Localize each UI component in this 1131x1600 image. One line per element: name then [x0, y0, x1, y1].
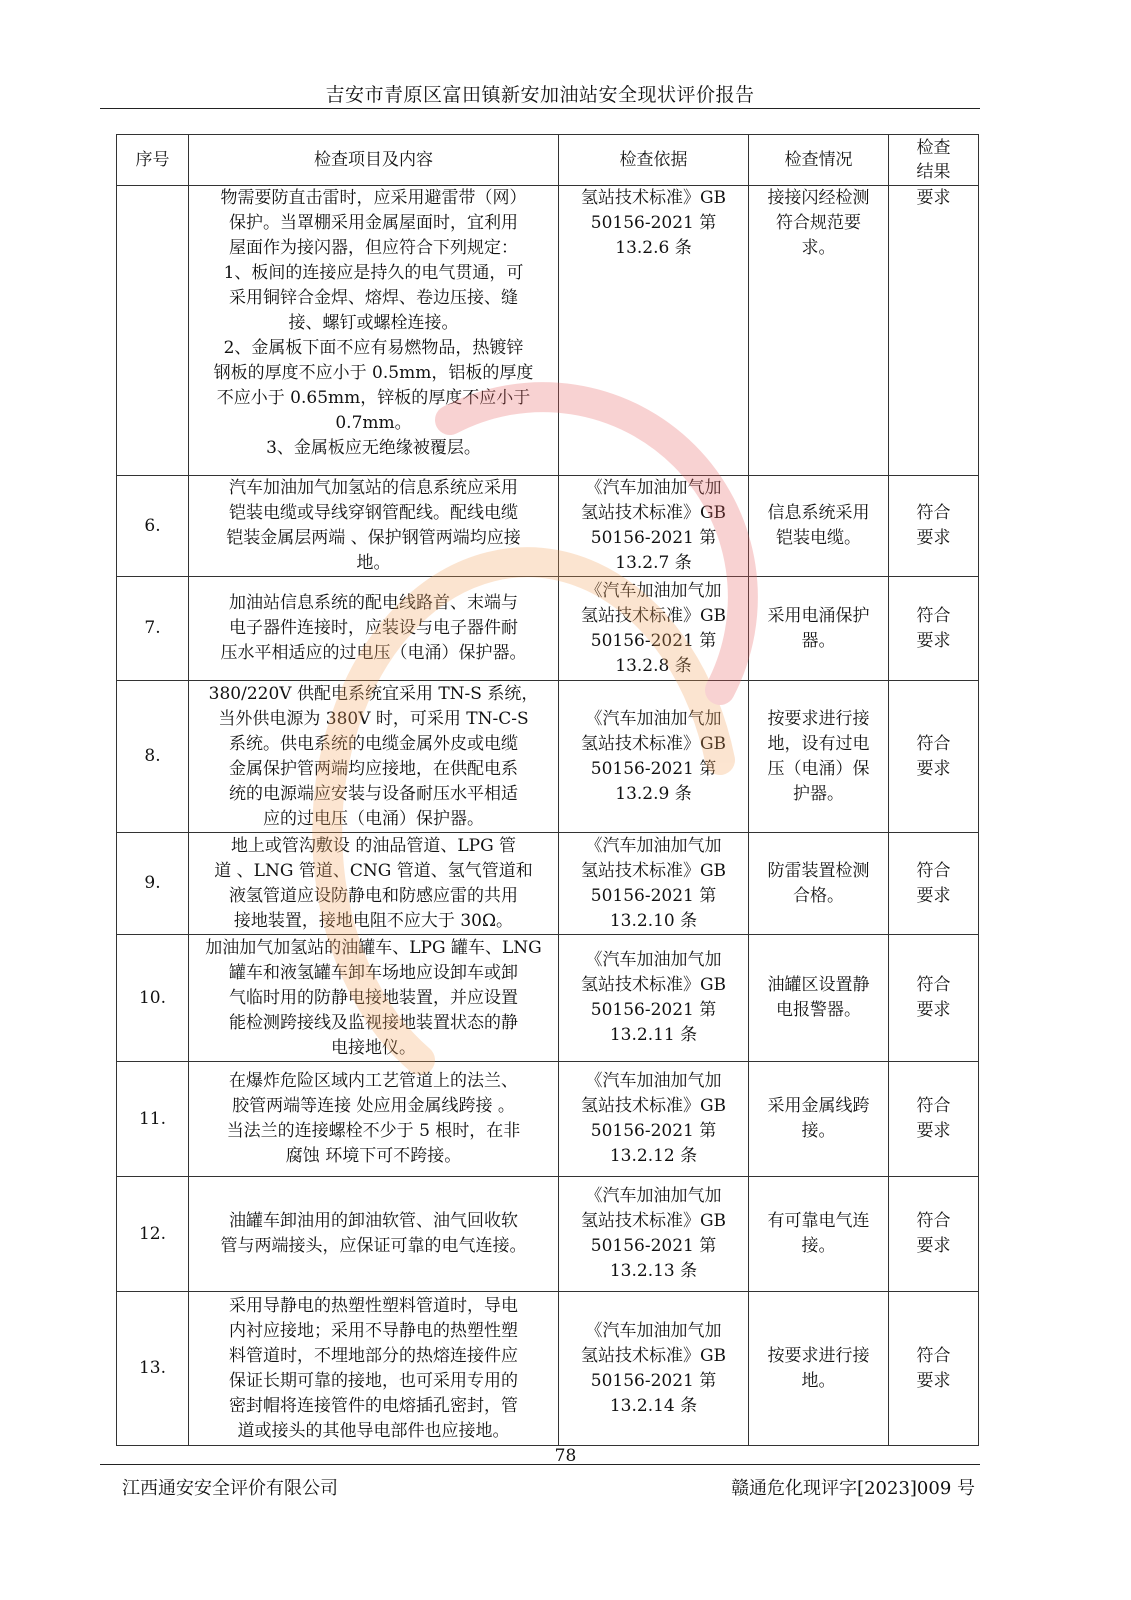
- cell-content-line: 铠装金属层两端 、保护钢管两端均应接: [226, 528, 521, 548]
- cell-result: [889, 681, 979, 833]
- cell-basis-line: 13.2.6 条: [615, 238, 692, 258]
- cell-result-line: 要求: [916, 758, 951, 779]
- cell-result: [889, 935, 979, 1062]
- cell-content-line: 3、金属板应无绝缘被覆层。: [266, 438, 481, 458]
- cell-basis-line: 13.2.10 条: [609, 910, 698, 931]
- cell-result: [889, 1292, 979, 1446]
- cell-content-line: 气临时用的防静电接地装置，并应设置: [229, 987, 518, 1008]
- cell-status-line: 采用电涌保护: [767, 605, 870, 626]
- table-header-row: [117, 135, 979, 186]
- cell-basis: [559, 1177, 749, 1292]
- page-header-title: 吉安市青原区富田镇新安加油站安全现状评价报告: [325, 84, 755, 106]
- inspection-table: [116, 134, 979, 1446]
- cell-content-line: 接、螺钉或螺栓连接。: [288, 313, 459, 333]
- cell-result-line: 要求: [916, 188, 951, 208]
- cell-result-line: 符合: [916, 860, 951, 881]
- cell-basis: [559, 476, 749, 577]
- column-header-content: 检查项目及内容: [189, 135, 559, 186]
- cell-content-line: 加油站信息系统的配电线路首、末端与: [229, 593, 518, 613]
- footer-doc-number: 赣通危化现评字[2023]009 号: [731, 1478, 975, 1499]
- cell-basis-line: 《汽车加油加气加: [585, 1320, 722, 1341]
- cell-content: [189, 1177, 559, 1292]
- cell-status-line: 求。: [801, 238, 836, 258]
- cell-result-line: 要求: [916, 1370, 951, 1391]
- cell-basis-line: 氢站技术标准》GB: [580, 503, 727, 523]
- cell-status-line: 接。: [801, 1121, 836, 1141]
- cell-status-line: 压（电涌）保: [767, 758, 870, 779]
- cell-result: [889, 577, 979, 681]
- cell-content-line: 道或接头的其他导电部件也应接地。: [237, 1420, 510, 1441]
- cell-basis-line: 13.2.7 条: [615, 553, 692, 573]
- cell-basis-line: 氢站技术标准》GB: [580, 188, 727, 208]
- cell-status: [749, 833, 889, 935]
- cell-status: [749, 935, 889, 1062]
- cell-basis-line: 《汽车加油加气加: [585, 950, 722, 970]
- cell-result-line: 符合: [916, 733, 951, 754]
- cell-status: [749, 681, 889, 833]
- cell-status: [749, 577, 889, 681]
- cell-basis-line: 50156-2021 第: [590, 528, 717, 548]
- cell-status-line: 电报警器。: [776, 1000, 861, 1020]
- cell-status-line: 防雷装置检测: [767, 860, 870, 881]
- cell-content-line: 保护。当罩棚采用金属屋面时，宜利用: [229, 213, 518, 233]
- cell-number: 8.: [117, 681, 189, 833]
- cell-result-line: 要求: [916, 1121, 951, 1141]
- column-header-result-text: [895, 136, 972, 184]
- cell-result: [889, 833, 979, 935]
- cell-result-line: 要求: [916, 630, 951, 651]
- cell-content-line: 应的过电压（电涌）保护器。: [263, 808, 484, 829]
- cell-result-line: 符合: [916, 975, 951, 995]
- cell-content-line: 料管道时，不埋地部分的热熔连接件应: [229, 1345, 518, 1366]
- cell-basis-line: 50156-2021 第: [590, 1236, 717, 1256]
- cell-content: [189, 186, 559, 476]
- cell-basis-line: 50156-2021 第: [590, 213, 717, 233]
- cell-basis-line: 13.2.12 条: [609, 1146, 698, 1166]
- page-number: 78: [554, 1446, 577, 1466]
- cell-status: [749, 476, 889, 577]
- cell-content: [189, 1062, 559, 1177]
- cell-content-line: 地。: [356, 553, 391, 573]
- cell-content-line: 内衬应接地；采用不导静电的热塑性塑: [229, 1320, 518, 1341]
- cell-content-line: 不应小于 0.65mm，锌板的厚度不应小于: [216, 388, 531, 408]
- cell-content-line: 罐车和液氢罐车卸车场地应设卸车或卸: [229, 962, 518, 983]
- cell-basis: [559, 935, 749, 1062]
- cell-content-line: 液氢管道应设防静电和防感应雷的共用: [229, 885, 518, 906]
- cell-status: [749, 1062, 889, 1177]
- cell-content: [189, 577, 559, 681]
- cell-content-line: 采用铜锌合金焊、熔焊、卷边压接、缝: [229, 288, 518, 308]
- header-divider: [100, 108, 980, 109]
- cell-basis-line: 13.2.9 条: [615, 783, 692, 804]
- cell-content-line: 密封帽将连接管件的电熔插孔密封，管: [229, 1395, 518, 1416]
- cell-status-line: 按要求进行接: [767, 708, 870, 729]
- inspection-table-wrapper: [116, 134, 978, 1446]
- table-row: [117, 1062, 979, 1177]
- cell-status-line: 符合规范要: [776, 213, 861, 233]
- cell-basis-line: 13.2.14 条: [609, 1395, 698, 1416]
- table-row: [117, 1177, 979, 1292]
- cell-content-line: 铠装电缆或导线穿钢管配线。配线电缆: [229, 503, 518, 523]
- cell-content-line: 接地装置，接地电阻不应大于 30Ω。: [233, 910, 514, 931]
- cell-basis-line: 氢站技术标准》GB: [580, 733, 727, 754]
- cell-content-line: 2、金属板下面不应有易燃物品，热镀锌: [223, 338, 524, 358]
- cell-basis: [559, 1062, 749, 1177]
- cell-basis: [559, 186, 749, 476]
- table-row: [117, 833, 979, 935]
- cell-content-line: 采用导静电的热塑性塑料管道时，导电: [229, 1295, 518, 1316]
- cell-result-line: 要求: [916, 1000, 951, 1020]
- cell-content-line: 电子器件连接时，应装设与电子器件耐: [229, 618, 518, 638]
- cell-result-line: 符合: [916, 1345, 951, 1366]
- cell-result-line: 符合: [916, 1211, 951, 1231]
- cell-content-line: 地上或管沟敷设 的油品管道、LPG 管: [230, 835, 517, 856]
- cell-basis-line: 《汽车加油加气加: [585, 1071, 722, 1091]
- footer-company: 江西通安安全评价有限公司: [122, 1478, 338, 1499]
- cell-basis-line: 氢站技术标准》GB: [580, 975, 727, 995]
- table-row: [117, 1292, 979, 1446]
- cell-content: [189, 681, 559, 833]
- cell-content-line: 当法兰的连接螺栓不少于 5 根时，在非: [226, 1121, 521, 1141]
- cell-content-line: 油罐车卸油用的卸油软管、油气回收软: [229, 1211, 518, 1231]
- cell-content-line: 汽车加油加气加氢站的信息系统应采用: [229, 478, 518, 498]
- cell-basis-line: 《汽车加油加气加: [585, 708, 722, 729]
- cell-basis-line: 50156-2021 第: [590, 1121, 717, 1141]
- cell-basis: [559, 833, 749, 935]
- cell-content-line: 屋面作为接闪器，但应符合下列规定：: [229, 238, 518, 258]
- cell-result-line: 符合: [916, 1096, 951, 1116]
- cell-content-line: 胶管两端等连接 处应用金属线跨接 。: [232, 1096, 515, 1116]
- cell-result-line: 要求: [916, 528, 951, 548]
- column-header-number: 序号: [117, 135, 189, 186]
- cell-result-line: 要求: [916, 1236, 951, 1256]
- cell-status: [749, 1177, 889, 1292]
- cell-result-line: 符合: [916, 503, 951, 523]
- cell-status-line: 护器。: [793, 783, 844, 804]
- cell-basis-line: 《汽车加油加气加: [585, 580, 722, 601]
- column-header-basis: 检查依据: [559, 135, 749, 186]
- cell-basis-line: 50156-2021 第: [590, 885, 717, 906]
- cell-basis-line: 13.2.11 条: [609, 1025, 698, 1045]
- cell-content-line: 当外供电源为 380V 时，可采用 TN-C-S: [218, 708, 529, 729]
- cell-basis-line: 50156-2021 第: [590, 630, 717, 651]
- cell-number: 9.: [117, 833, 189, 935]
- footer-divider: [100, 1464, 980, 1465]
- cell-content-line: 钢板的厚度不应小于 0.5mm，铝板的厚度: [213, 363, 534, 383]
- table-row: [117, 476, 979, 577]
- cell-basis: [559, 681, 749, 833]
- column-header-status: 检查情况: [749, 135, 889, 186]
- cell-number: 6.: [117, 476, 189, 577]
- cell-basis: [559, 577, 749, 681]
- cell-status-line: 采用金属线跨: [767, 1096, 870, 1116]
- cell-status-line: 接接闪经检测: [767, 188, 870, 208]
- cell-content-line: 系统。供电系统的电缆金属外皮或电缆: [229, 733, 518, 754]
- cell-status-line: 接。: [801, 1236, 836, 1256]
- cell-status-line: 铠装电缆。: [776, 528, 861, 548]
- cell-basis-line: 50156-2021 第: [590, 758, 717, 779]
- cell-result: [889, 476, 979, 577]
- cell-status-line: 器。: [801, 630, 836, 651]
- cell-basis-line: 氢站技术标准》GB: [580, 860, 727, 881]
- cell-content-line: 腐蚀 环境下可不跨接。: [285, 1146, 462, 1166]
- cell-basis-line: 13.2.8 条: [615, 655, 692, 676]
- cell-result: [889, 1177, 979, 1292]
- cell-content: [189, 1292, 559, 1446]
- cell-content-line: 380/220V 供配电系统宜采用 TN-S 系统，: [208, 683, 539, 704]
- cell-number: 10.: [117, 935, 189, 1062]
- cell-content: [189, 833, 559, 935]
- cell-basis-line: 《汽车加油加气加: [585, 478, 722, 498]
- cell-status: [749, 186, 889, 476]
- cell-result-line: 要求: [916, 885, 951, 906]
- cell-content-line: 保证长期可靠的接地，也可采用专用的: [229, 1370, 518, 1391]
- cell-status-line: 油罐区设置静: [767, 975, 870, 995]
- table-row: [117, 681, 979, 833]
- cell-basis-line: 13.2.13 条: [609, 1261, 698, 1281]
- cell-content-line: 在爆炸危险区域内工艺管道上的法兰、: [229, 1071, 518, 1091]
- cell-result: [889, 186, 979, 476]
- cell-basis-line: 50156-2021 第: [590, 1370, 717, 1391]
- table-row: [117, 186, 979, 476]
- cell-basis-line: 《汽车加油加气加: [585, 835, 722, 856]
- table-row: [117, 935, 979, 1062]
- cell-status-line: 有可靠电气连: [767, 1211, 870, 1231]
- cell-number: 12.: [117, 1177, 189, 1292]
- cell-content-line: 电接地仪。: [331, 1037, 416, 1058]
- cell-number: 7.: [117, 577, 189, 681]
- cell-basis-line: 氢站技术标准》GB: [580, 1096, 727, 1116]
- cell-status-line: 信息系统采用: [767, 503, 870, 523]
- cell-basis-line: 50156-2021 第: [590, 1000, 717, 1020]
- cell-basis-line: 氢站技术标准》GB: [580, 1211, 727, 1231]
- cell-status: [749, 1292, 889, 1446]
- cell-content-line: 1、板间的连接应是持久的电气贯通，可: [223, 263, 524, 283]
- cell-content: [189, 476, 559, 577]
- column-header-result-line: 结果: [916, 162, 951, 182]
- cell-content-line: 物需要防直击雷时，应采用避雷带（网）: [220, 188, 527, 208]
- cell-basis-line: 《汽车加油加气加: [585, 1186, 722, 1206]
- cell-status-line: 合格。: [793, 885, 844, 906]
- cell-number: 11.: [117, 1062, 189, 1177]
- cell-content: [189, 935, 559, 1062]
- cell-number: 13.: [117, 1292, 189, 1446]
- cell-content-line: 加油加气加氢站的油罐车、LPG 罐车、LNG: [205, 937, 542, 958]
- cell-result-line: 符合: [916, 605, 951, 626]
- column-header-result-line: 检查: [916, 138, 951, 158]
- cell-content-line: 金属保护管两端均应接地，在供配电系: [229, 758, 518, 779]
- cell-basis-line: 氢站技术标准》GB: [580, 605, 727, 626]
- cell-content-line: 0.7mm。: [335, 413, 412, 433]
- cell-basis-line: 氢站技术标准》GB: [580, 1345, 727, 1366]
- cell-result: [889, 1062, 979, 1177]
- cell-number: [117, 186, 189, 476]
- cell-status-line: 地。: [801, 1370, 836, 1391]
- cell-basis: [559, 1292, 749, 1446]
- table-row: [117, 577, 979, 681]
- cell-status-line: 地，设有过电: [767, 733, 870, 754]
- cell-content-line: 能检测跨接线及监视接地装置状态的静: [229, 1012, 518, 1033]
- cell-status-line: 按要求进行接: [767, 1345, 870, 1366]
- cell-content-line: 压水平相适应的过电压（电涌）保护器。: [220, 643, 527, 663]
- cell-content-line: 管与两端接头，应保证可靠的电气连接。: [220, 1236, 527, 1256]
- column-header-result: [889, 135, 979, 186]
- cell-content-line: 道 、LNG 管道、CNG 管道、氢气管道和: [214, 860, 533, 881]
- cell-content-line: 统的电源端应安装与设备耐压水平相适: [229, 783, 518, 804]
